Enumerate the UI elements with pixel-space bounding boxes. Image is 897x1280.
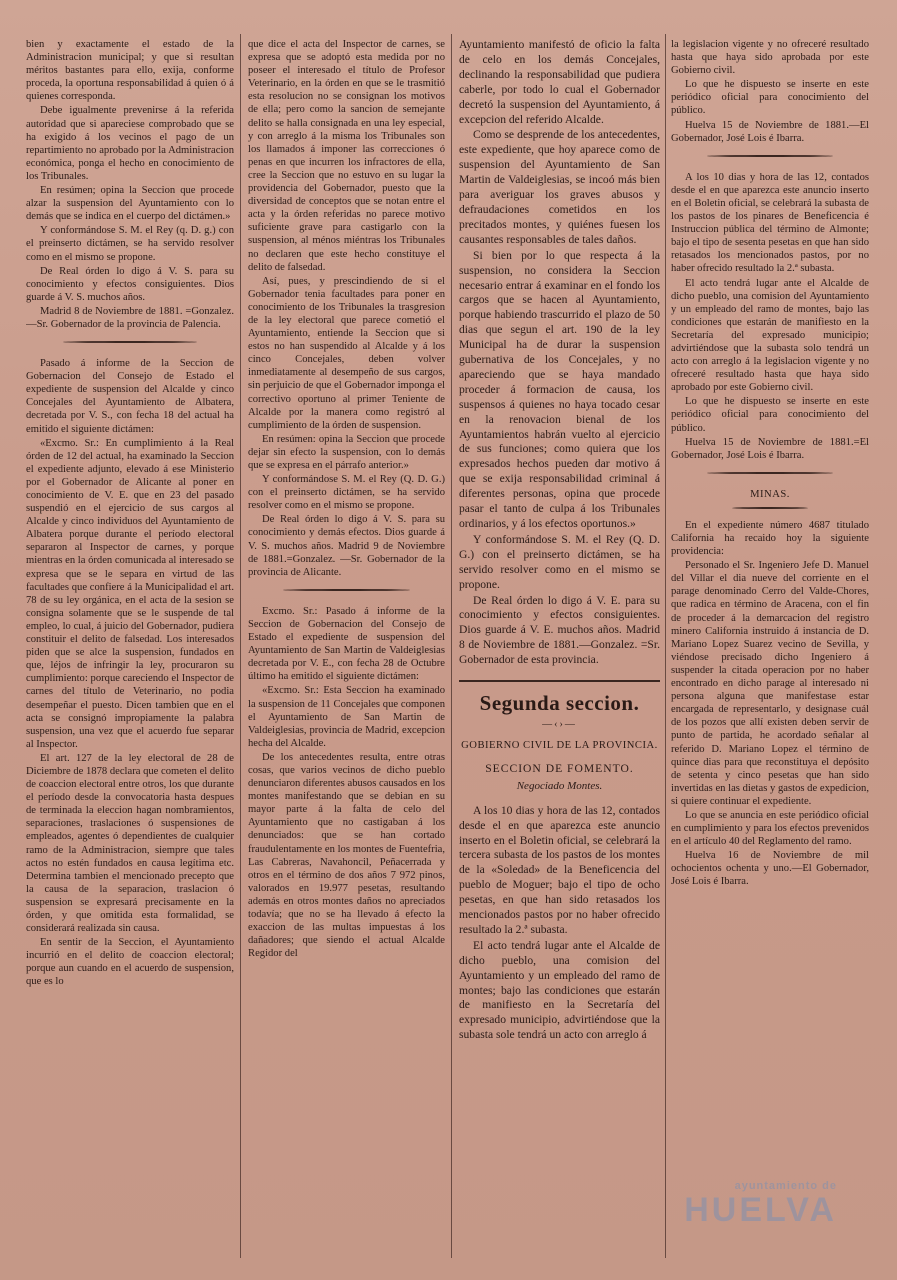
paragraph: «Excmo. Sr.: En cumplimiento á la Real órden de 12 del actual, ha examinado la Seccion el expediente adjunto, elevado á ese Ministerio por el Gobernador de Alicante al poner en conocimiento de V. E. que en 23 del pasado suspendió en el ejercicio de sus cargos al Alcalde y cinco individuos del Ayuntamiento de Albatera porque durante el período electoral separaron al Inspector de carnes, y porque mientras en la órden comunicada al interesado se expresa que se le separa en virtud de las facultades que confiere á la Municipalidad el art. 78 de su ley orgánica, en el acta de la sesion se consigna solamente que se le suspende de tal empleo, lo cual, á juicio del Gobernador, pudiera constituir el delito de falsedad. Los interesados piden que se alce la suspension, fundados en que, léjos de infringir la ley, procuraron su cumplimiento: porque careciendo el Inspector de carnes del título de Veterinario, no podia desempeñar el puesto. Dicen tambien que en el acta se consignó impropiamente la palabra suspension, una vez que el acuerdo fue separar al Inspector. xyxy=(26,437,234,750)
date-signature: De Real órden lo digo á V. E. para su conocimiento y efectos consiguientes. Dios guarde á V. E. muchos años. Madrid 8 de Noviembre de 1881.—Gonzalez. =Sr. Gobernador de esta provincia. xyxy=(459,593,660,667)
separator xyxy=(707,472,834,474)
paragraph: Debe igualmente prevenirse á la referida autoridad que si apareciese comprobado que se ha exigido á los vecinos el pago de un repartimiento no aprobado por la Administracion económica, ponga el hecho en conocimiento de los Tribunales. xyxy=(26,105,234,182)
column-divider xyxy=(240,34,241,1258)
paragraph: A los 10 dias y hora de las 12, contados desde el en que aparezca este anuncio inserto en el Boletin oficial, se celebrará la subasta de los pastos de los pinares de Beneficencia é Instruccion pública del término de Almonte; bajo el tipo de sesenta pesetas en que han sido retasados los mencionados pastos, por no haber ofrecido resultado la 2.ª subasta. xyxy=(671,171,869,275)
date-signature: Huelva 15 de Noviembre de 1881.=El Gobernador, José Lois é Ibarra. xyxy=(671,436,869,461)
paragraph: «Excmo. Sr.: Esta Seccion ha examinado la suspension de 11 Concejales que componen el Ayuntamiento de San Martin de Valdeiglesias, provincia de Madrid, excepcion hecha del Alcalde. xyxy=(248,685,445,749)
paragraph: Lo que he dispuesto se inserte en este periódico oficial para conocimiento del público. xyxy=(671,396,869,434)
paragraph: Pasado á informe de la Seccion de Gobernacion del Consejo de Estado el expediente de suspension del Alcalde y cinco Concejales del Ayuntamiento de Albatera, decretada por V. S., con fecha 18 del actual ha emitido el siguiente dictámen: xyxy=(26,358,234,435)
paragraph: Personado el Sr. Ingeniero Jefe D. Manuel del Villar el dia nueve del corriente en el parage denominado Cerro del Valde-Chores, que radica en término de Aracena, con el fin de proceder á la demarcacion del registro minero California instruido á instancia de D. Mariano Lopez Suarez vecino de Sevilla, y viéndose precisado dicho Ingeniero á suspender la citada operacion por no haber encontrado en dicho parage al interesado ni persona alguna que manifestase estar encargada de representarlo, y designase cuál de los pozos que allí existen deben servir de punto de partida, he acordado señalar al referido D. Mariano Lopez el término de quince dias para que reconstituya el depósito de setenta y cinco pesetas que han sido invertidas en las dietas y gastos de expedicion, si quiere continuar el expediente. xyxy=(671,560,869,807)
column-3 xyxy=(459,38,660,1260)
column-divider xyxy=(451,34,452,1258)
column-divider xyxy=(665,34,666,1258)
separator xyxy=(732,507,807,509)
paragraph: El art. 127 de la ley electoral de 28 de Diciembre de 1878 declara que cometen el delito de coaccion electoral entre otros, los que durante el período desde la convocatoria hasta despues de terminada la eleccion hagan nombramientos, separaciones, traslaciones ó suspensiones de empleados, agentes ó dependientes de cualquier ramo de la Administracion, siempre que tales actos no estén fundados en causa legítima etc. Determina tambien el mencionado precepto que la causa de la separacion, traslacion ó suspension se expresará precisamente en la órden, y que omitida esta formalidad, se considerará realizada sin causa. xyxy=(26,752,234,935)
paragraph: En sentir de la Seccion, el Ayuntamiento incurrió en el delito de coaccion electoral; porque aun cuando en el acuerdo de suspension, que es lo xyxy=(26,937,234,988)
column-4 xyxy=(671,38,869,1260)
watermark-big-text: HUELVA xyxy=(684,1191,837,1229)
paragraph: Excmo. Sr.: Pasado á informe de la Seccion de Gobernacion del Consejo de Estado el expediente de suspension del Ayuntamiento de San Martin de Valdeiglesias decretada por V. E., con fecha 28 de Octubre último ha emitido el siguiente dictámen: xyxy=(248,605,445,683)
separator xyxy=(707,155,834,157)
paragraph: El acto tendrá lugar ante el Alcalde de dicho pueblo, una comision del Ayuntamiento y un empleado del ramo de montes, bajo las condiciones que estarán de manifiesto en la Secretaría del expresado municipio; advirtiéndose que la subasta solo tendrá un acto con arreglo á la legislacion vigente y no ofreceré resultado hasta que haya sido aprobado por este Gobierno civil. xyxy=(671,277,869,394)
date-signature: Huelva 16 de Noviembre de mil ochocientos ochenta y uno.—El Gobernador, José Lois é Ibarra. xyxy=(671,850,869,888)
ornament: —‹›— xyxy=(542,719,577,731)
paragraph: Lo que se anuncia en este periódico oficial en cumplimiento y para los efectos prevenidos en el artículo 40 del Reglamento del ramo. xyxy=(671,809,869,848)
paragraph: En el expediente número 4687 titulado California ha recaido hoy la siguiente providencia: xyxy=(671,519,869,558)
paragraph: Lo que he dispuesto se inserte en este periódico oficial para conocimiento del público. xyxy=(671,79,869,117)
paragraph: En resúmen: opina la Seccion que procede dejar sin efecto la suspension, con lo demás que se expresa en el párrafo anterior.» xyxy=(248,433,445,471)
paragraph: Y conformándose S. M. el Rey (Q. D. G.) con el preinserto dictámen, se ha servido resolver como en el mismo se propone. xyxy=(459,532,660,591)
date-signature: De Real órden lo digo á V. S. para su conocimiento y demás efectos. Dios guarde á V. S. muchos años. Madrid 9 de Noviembre de 1881.=Gonzalez. —Sr. Gobernador de la provincia de Alicante. xyxy=(248,514,445,578)
paragraph: Y conformándose S. M. el Rey (q. D. g.) con el preinserto dictámen, se ha servido resolver como en el mismo se propone. xyxy=(26,225,234,263)
column-2 xyxy=(248,38,445,1260)
gov-header: GOBIERNO CIVIL DE LA PROVINCIA. xyxy=(461,739,658,751)
paragraph: A los 10 dias y hora de las 12, contados desde el en que aparezca este anuncio inserto en el Boletin oficial, se celebrará la tercera subasta de los pastos de los montes de la «Soledad» de la Beneficencia del pueblo de Moguer; bajo el tipo de ocho pesetas, en que han sido retasados los mencionados pastos por no haber ofrecido resultado la 2.ª subasta. xyxy=(459,803,660,936)
paragraph: Así, pues, y prescindiendo de si el Gobernador tenia facultades para poner en conocimiento de los Tribunales la trasgresion de la ley electoral que parece cometió el Ayuntamiento, entiende la Seccion que si estos no han suspendido al Alcalde y á los cinco Concejales, deben volver inmediatamente al desempeño de sus cargos, sin perjuicio de que el Gobernador imponga el correctivo oportuno al primer Teniente de Alcalde por la manera como registró al cumplimiento de la órden de suspension. xyxy=(248,275,445,431)
paragraph: Ayuntamiento manifestó de oficio la falta de celo en los demás Concejales, declinando la responsabilidad que pudiera caberle, por todo lo cual el Gobernador decretó la suspension del Ayuntamiento, á excepcion del referido Alcalde. xyxy=(459,38,660,126)
paragraph: De los antecedentes resulta, entre otras cosas, que varios vecinos de dicho pueblo denunciaron diferentes abusos causados en los montes manifestando que se debian en su mayor parte á la falta de celo del Ayuntamiento que no castigaban á los denunciados: que se han cortado fraudulentamente en los montes de Fuentefria, Las Cabreras, Navahoncil, Peñacerrada y otros en el término de dos años 7 972 pinos, valorados en 19.977 pesetas, resultando además en otros montes daños no apreciados todavía; que no se ha llevado á efecto la exaccion de las multas impuestas á los dañadores; que siendo el actual Alcalde Regidor del xyxy=(248,751,445,960)
column-1 xyxy=(26,38,234,1260)
paragraph: De Real órden lo digo á V. S. para su conocimiento y efectos consiguientes. Dios guarde á V. S. muchos años. xyxy=(26,265,234,303)
section-title: Segunda seccion. xyxy=(459,680,660,716)
watermark-small-text: ayuntamiento de xyxy=(734,1180,837,1192)
date-signature: Madrid 8 de Noviembre de 1881. =Gonzalez.—Sr. Gobernador de la provincia de Palencia. xyxy=(26,305,234,330)
minas-header: MINAS. xyxy=(750,488,790,500)
paragraph: que dice el acta del Inspector de carnes, se expresa que se adoptó esta medida por no poseer el interesado el título de Profesor Veterinario, en la órden en que se le trasmitió esta resolucion no se consignan los motivos de ella; pero como la sancion de semejante delito se halla consignada en una ley especial, y con arreglo á la misma los Tribunales son los llamados á imponer las correcciones ó penas en que incurren los infractores de ella, cree la Seccion que no estuvo en su lugar la providencia del Gobernador, puesto que la diversidad de conceptos que se notan entre el acta y la órden referidas no parece motivo suficiente grave para castigarlo con la suspension, al ménos miéntras los Tribunales no declaren que este hecho constituye el delito de falsedad. xyxy=(248,39,445,273)
paragraph: Si bien por lo que respecta á la suspension, no considera la Seccion necesario entrar á examinar en el fondo los cargos que se hacen al Ayuntamiento, porque habiendo trascurrido el plazo de 50 dias que segun el art. 190 de la ley Municipal ha de durar la suspension gubernativa de los Concejales, y no apareciendo que se haya mandado proceder á formacion de causa, los suspensos á quienes no haya tocado cesar en la renovacion bienal de los Ayuntamientos habrán vuelto al ejercicio de sus funciones; como quiera que los expresados hechos pueden dar motivo á que se exija responsabilidad criminal á diferentes personas, opina que procede pasar el tanto de culpa á los Tribunales ordinarios, y á los efectos oportunos.» xyxy=(459,248,660,530)
separator xyxy=(283,589,409,591)
paragraph: Y conformándose S. M. el Rey (Q. D. G.) con el preinserto dictámen, se ha servido resolver como en el mismo se propone. xyxy=(248,474,445,512)
negociado-header: Negociado Montes. xyxy=(516,779,603,792)
date-signature: Huelva 15 de Noviembre de 1881.—El Gobernador, José Lois é Ibarra. xyxy=(671,119,869,144)
watermark-logo xyxy=(657,1180,837,1250)
fomento-header: SECCION DE FOMENTO. xyxy=(485,761,634,775)
paragraph: Como se desprende de los antecedentes, este expediente, que hoy aparece como de suspension del Ayuntamiento de San Martin de Valdeiglesias, se incoó más bien para averiguar los graves abusos y defraudaciones cometidos en los precitados montes, y quiénes fuesen los causantes responsables de tales daños. xyxy=(459,128,660,246)
paragraph: En resúmen; opina la Seccion que procede alzar la suspension del Ayuntamiento con lo demás que se indica en el cuerpo del dictámen.» xyxy=(26,185,234,223)
paragraph: la legislacion vigente y no ofreceré resultado hasta que haya sido aprobada por este Gobierno civil. xyxy=(671,39,869,77)
paragraph: bien y exactamente el estado de la Administracion municipal; y que si resultan méritos bastantes para ello, exija, conforme proceda, la oportuna responsabilidad á quien ó á quienes corresponda. xyxy=(26,39,234,103)
separator xyxy=(63,341,196,343)
paragraph: El acto tendrá lugar ante el Alcalde de dicho pueblo, una comision del Ayuntamiento y un empleado del ramo de montes; bajo las condiciones que estarán de manifiesto en la Secretaría del expresado municipio, advirtiéndose que la subasta sole tendrá un acto con arreglo á xyxy=(459,938,660,1042)
